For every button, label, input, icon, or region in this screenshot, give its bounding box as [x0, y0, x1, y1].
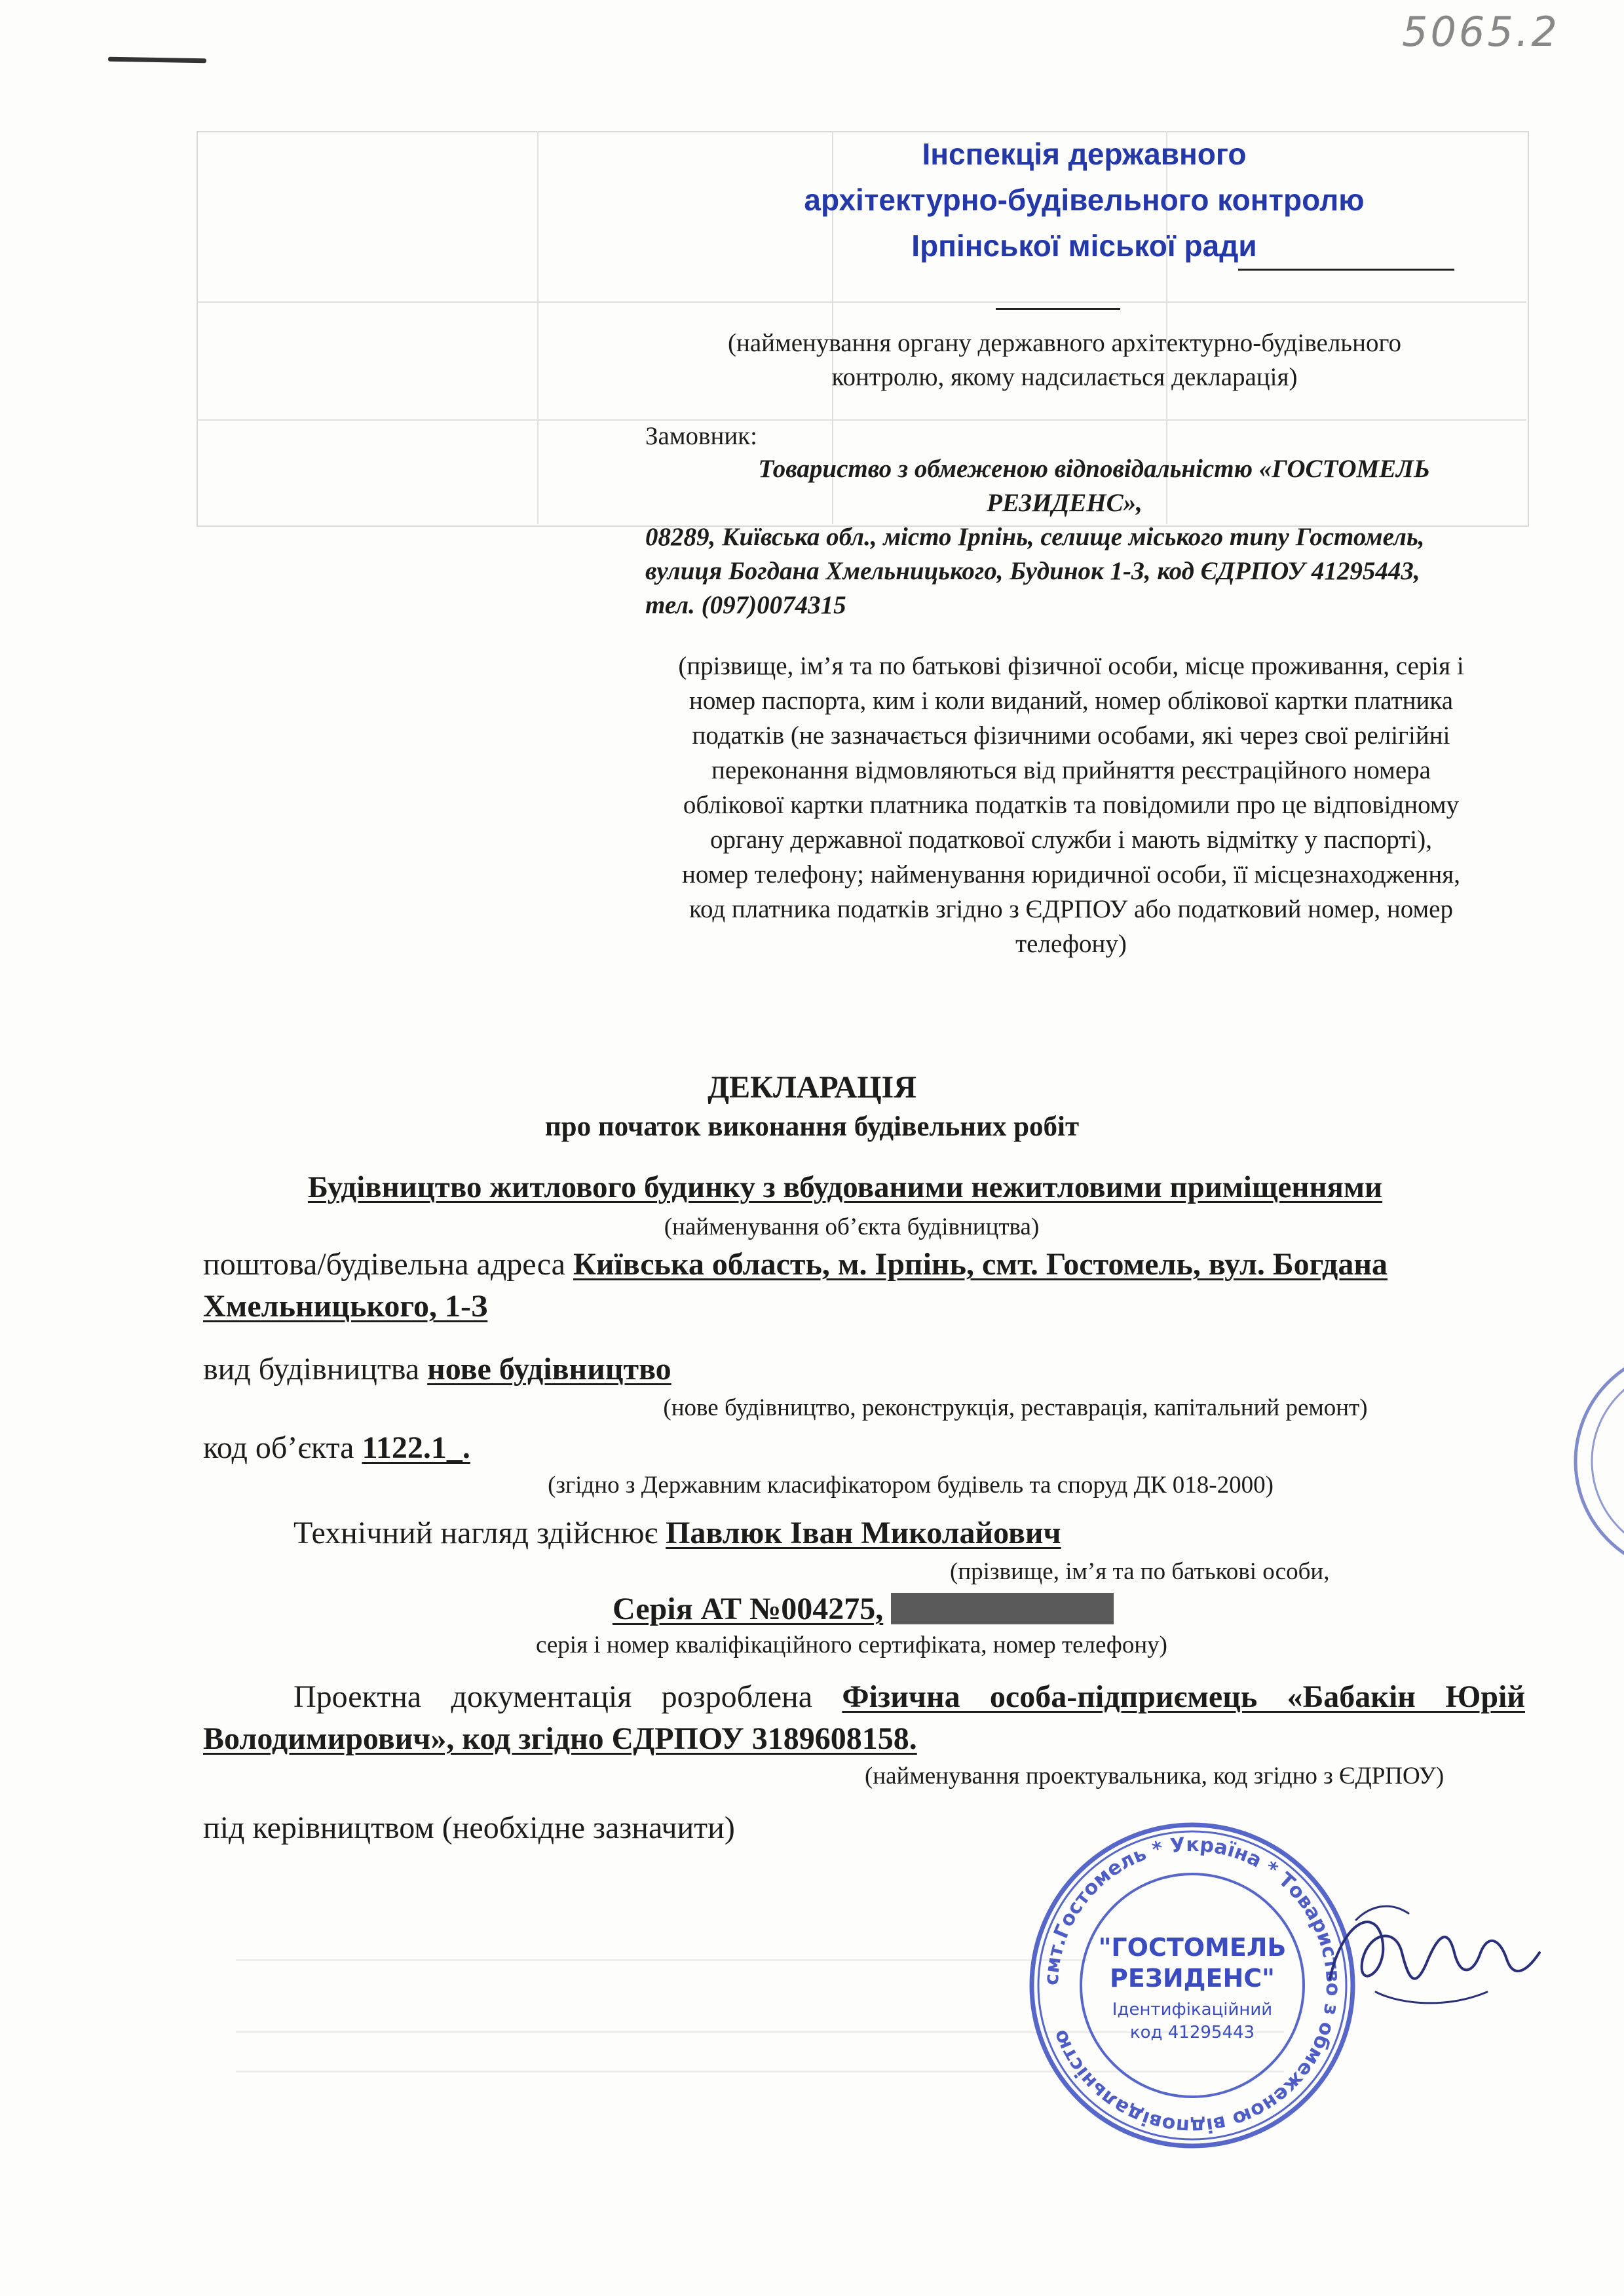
certificate-line	[613, 1590, 1114, 1629]
redacted-phone	[891, 1593, 1114, 1624]
certificate-value: Серія АТ №004275,	[613, 1592, 884, 1626]
recipient-line-1: Інспекція державного	[922, 137, 1247, 171]
customer-block	[642, 452, 1487, 520]
supervision-name: Павлюк Іван Миколайович	[666, 1516, 1061, 1550]
code-line	[203, 1428, 470, 1468]
bleed-through-line	[537, 131, 538, 524]
address-label: поштова/будівельна адреса	[203, 1247, 573, 1282]
design-line-1	[293, 1677, 1525, 1717]
recipient-note: (найменування органу державного архітектурно-будівельного контролю, якому надсилається декларація)	[728, 329, 1401, 391]
signature	[1317, 1881, 1553, 2038]
code-note: (згідно з Державним класифікатором будівель та споруд ДК 018-2000)	[548, 1472, 1274, 1499]
customer-address	[645, 520, 1503, 622]
address-value-1: Київська область, м. Ірпінь, смт. Гостомель, вул. Богдана	[573, 1247, 1388, 1282]
customer-note-5: облікової картки платника податків та повідомили про це відповідному	[683, 791, 1460, 819]
seal-ring-text: смт.Гостомель * Україна * Товариство з обмеженою відповідальністю	[1040, 1833, 1345, 2138]
doc-title: ДЕКЛАРАЦІЯ	[708, 1070, 916, 1105]
type-label: вид будівництва	[203, 1352, 428, 1387]
design-value-1: Фізична особа-підприємець «Бабакін Юрій	[842, 1679, 1525, 1714]
design-note: (найменування проектувальника, код згідно з ЄДРПОУ)	[865, 1763, 1445, 1789]
company-seal	[1022, 1815, 1363, 2156]
doc-subtitle: про початок виконання будівельних робіт	[544, 1111, 1080, 1142]
customer-note	[639, 649, 1503, 961]
recipient-underline-2	[996, 308, 1120, 310]
code-value: 1122.1_.	[362, 1430, 470, 1465]
customer-line-1: Товариство з обмеженою відповідальністю «ГОСТОМЕЛЬ	[758, 455, 1430, 483]
corner-number: 5065.2	[1402, 8, 1560, 56]
customer-line-3: 08289, Київська обл., місто Ірпінь, селище міського типу Гостомель,	[645, 523, 1425, 551]
customer-note-4: переконання відмовляються від прийняття реєстраційного номера	[711, 756, 1431, 784]
recipient-underline	[1238, 269, 1454, 271]
seal-name-2: РЕЗИДЕНС"	[1110, 1964, 1275, 1993]
customer-note-7: номер телефону; найменування юридичної особи, її місцезнаходження,	[682, 860, 1460, 889]
supervision-label: Технічний нагляд здійснює	[293, 1516, 666, 1550]
certificate-note: серія і номер кваліфікаційного сертифіката, номер телефону)	[536, 1632, 1167, 1658]
bleed-through-line	[236, 1959, 1087, 1961]
type-note: (нове будівництво, реконструкція, реставрація, капітальний ремонт)	[663, 1394, 1368, 1421]
customer-note-1: (прізвище, ім’я та по батькові фізичної особи, місце проживання, серія і	[678, 652, 1464, 680]
bleed-through-line	[197, 301, 1526, 303]
design-label: Проектна документація розроблена	[293, 1679, 842, 1714]
customer-note-6: органу державної податкової служби і мають відмітку у паспорті),	[709, 826, 1433, 854]
recipient-stamp	[773, 131, 1395, 269]
seal-id-1: Ідентифікаційний	[1112, 2000, 1273, 2019]
address-line-1	[203, 1245, 1526, 1284]
recipient-line-2: архітектурно-будівельного контролю	[804, 183, 1365, 217]
partial-seal-right	[1556, 1343, 1624, 1579]
object-name-note: (найменування об’єкта будівництва)	[664, 1214, 1040, 1240]
supervision-name-note: (прізвище, ім’я та по батькові особи,	[950, 1558, 1330, 1585]
customer-line-4: вулиця Богдана Хмельницького, Будинок 1-З, код ЄДРПОУ 41295443,	[645, 557, 1420, 585]
code-label: код об’єкта	[203, 1430, 362, 1465]
customer-note-9: телефону)	[1015, 930, 1127, 958]
customer-line-2: РЕЗИДЕНС»,	[987, 489, 1142, 517]
pen-mark	[108, 57, 206, 64]
design-leadership: під керівництвом (необхідне зазначити)	[203, 1810, 735, 1845]
customer-note-3: податків (не зазначається фізичними особами, які через свої релігійні	[692, 721, 1450, 750]
customer-label: Замовник:	[645, 422, 757, 450]
customer-line-5: тел. (097)0074315	[645, 591, 846, 619]
design-value-2: Володимирович», код згідно ЄДРПОУ 3189608158.	[203, 1721, 917, 1756]
recipient-line-3: Ірпінської міської ради	[911, 229, 1257, 263]
customer-note-8: код платника податків згідно з ЄДРПОУ або податковий номер, номер	[689, 895, 1453, 923]
customer-note-2: номер паспорта, ким і коли виданий, номер облікової картки платника	[689, 687, 1454, 715]
supervision-line	[293, 1514, 1061, 1553]
seal-name-1: "ГОСТОМЕЛЬ	[1098, 1933, 1287, 1962]
type-value: нове будівництво	[427, 1352, 671, 1387]
seal-id-2: код 41295443	[1129, 2023, 1255, 2042]
bleed-through-line	[197, 419, 1526, 421]
address-value-2: Хмельницького, 1-З	[203, 1289, 488, 1324]
object-name: Будівництво житлового будинку з вбудованими нежитловими приміщеннями	[307, 1170, 1383, 1204]
type-line	[203, 1350, 671, 1389]
